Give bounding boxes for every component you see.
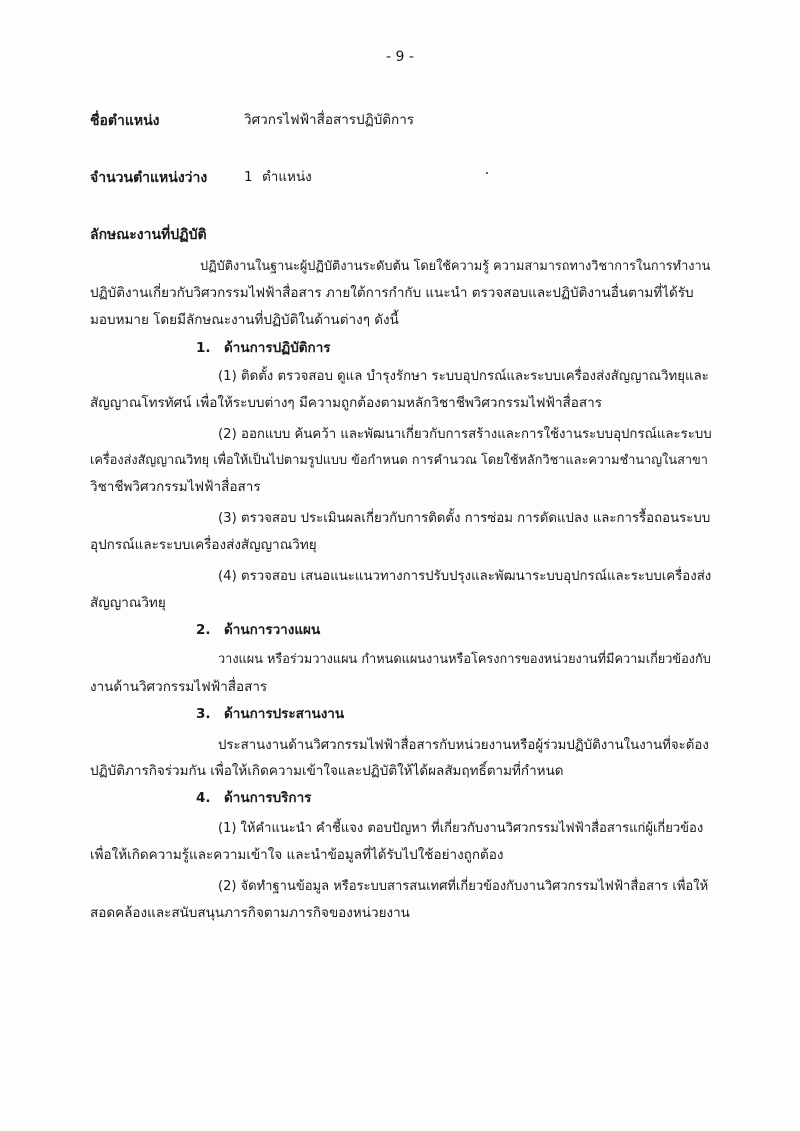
section-2-item-1-line-1: วางแผน หรือร่วมวางแผน กำหนดแผนงานหรือโครงการของหน่วยงานที่มีความเกี่ยวข้องกับ bbox=[218, 652, 711, 667]
section-3-item-1-line-1: ประสานงานด้านวิศวกรรมไฟฟ้าสื่อสารกับหน่วยงานหรือผู้ร่วมปฏิบัติงานในงานที่จะต้อง bbox=[218, 738, 709, 753]
section-4-title: ด้านการบริการ bbox=[224, 790, 312, 806]
section-3-number: 3. bbox=[196, 706, 211, 722]
section-1-title: ด้านการปฏิบัติการ bbox=[224, 340, 331, 356]
section-1-item-1-line-2: สัญญาณโทรทัศน์ เพื่อให้ระบบต่างๆ มีความถูกต้องตามหลักวิชาชีพวิศวกรรมไฟฟ้าสื่อสาร bbox=[90, 395, 602, 411]
section-1-item-4-line-2: สัญญาณวิทยุ bbox=[90, 595, 166, 611]
section-3-title: ด้านการประสานงาน bbox=[224, 706, 345, 722]
section-1-item-2-line-3: วิชาชีพวิศวกรรมไฟฟ้าสื่อสาร bbox=[90, 479, 261, 495]
vacancy-unit: ตำแหน่ง bbox=[262, 169, 312, 185]
page-number: - 9 - bbox=[386, 49, 414, 65]
vacancy-count: 1 bbox=[244, 169, 253, 185]
section-2-title: ด้านการวางแผน bbox=[224, 622, 321, 638]
section-2-number: 2. bbox=[196, 622, 211, 638]
speck-mark bbox=[486, 172, 488, 174]
intro-line-1: ปฏิบัติงานในฐานะผู้ปฏิบัติงานระดับต้น โดยใช้ความรู้ ความสามารถทางวิชาการในการทำงาน bbox=[200, 259, 711, 274]
section-1-item-2-line-1: (2) ออกแบบ ค้นคว้า และพัฒนาเกี่ยวกับการสร้างและการใช้งานระบบอุปกรณ์และระบบ bbox=[218, 427, 712, 442]
section-4-heading bbox=[196, 792, 311, 806]
vacancy-label: จำนวนตำแหน่งว่าง bbox=[90, 170, 208, 186]
section-4-number: 4. bbox=[196, 790, 211, 806]
section-4-item-1-line-2: เพื่อให้เกิดความรู้และความเข้าใจ และนำข้อมูลที่ได้รับไปใช้อย่างถูกต้อง bbox=[90, 847, 504, 863]
section-1-item-4-line-1: (4) ตรวจสอบ เสนอแนะแนวทางการปรับปรุงและพัฒนาระบบอุปกรณ์และระบบเครื่องส่ง bbox=[218, 569, 712, 584]
section-2-heading bbox=[196, 624, 320, 638]
section-1-heading bbox=[196, 342, 331, 356]
section-1-item-2-line-2: เครื่องส่งสัญญาณวิทยุ เพื่อให้เป็นไปตามรูปแบบ ข้อกำหนด การคำนวณ โดยใช้หลักวิชาและความชำนาญในสาขา bbox=[90, 453, 708, 468]
job-nature-heading: ลักษณะงานที่ปฏิบัติ bbox=[90, 227, 207, 243]
section-3-heading bbox=[196, 708, 344, 722]
intro-line-3: มอบหมาย โดยมีลักษณะงานที่ปฏิบัติในด้านต่างๆ ดังนี้ bbox=[90, 312, 399, 328]
section-2-item-1-line-2: งานด้านวิศวกรรมไฟฟ้าสื่อสาร bbox=[90, 679, 268, 695]
section-1-item-1-line-1: (1) ติดตั้ง ตรวจสอบ ดูแล บำรุงรักษา ระบบอุปกรณ์และระบบเครื่องส่งสัญญาณวิทยุและ bbox=[218, 369, 709, 384]
section-4-item-2-line-2: สอดคล้องและสนับสนุนภารกิจตามภารกิจของหน่วยงาน bbox=[90, 905, 410, 921]
section-3-item-1-line-2: ปฏิบัติภารกิจร่วมกัน เพื่อให้เกิดความเข้าใจและปฏิบัติให้ได้ผลสัมฤทธิ์ตามที่กำหนด bbox=[90, 763, 564, 779]
section-1-number: 1. bbox=[196, 340, 211, 356]
section-1-item-3-line-1: (3) ตรวจสอบ ประเมินผลเกี่ยวกับการติดตั้ง การซ่อม การดัดแปลง และการรื้อถอนระบบ bbox=[218, 511, 711, 526]
intro-line-2: ปฏิบัติงานเกี่ยวกับวิศวกรรมไฟฟ้าสื่อสาร ภายใต้การกำกับ แนะนำ ตรวจสอบและปฏิบัติงานอื่นตามที่ได้รับ bbox=[90, 285, 694, 301]
position-label: ชื่อตำแหน่ง bbox=[90, 113, 160, 129]
section-4-item-1-line-1: (1) ให้คำแนะนำ คำชี้แจง ตอบปัญหา ที่เกี่ยวกับงานวิศวกรรมไฟฟ้าสื่อสารแก่ผู้เกี่ยวข้อง bbox=[218, 821, 704, 836]
section-4-item-2-line-1: (2) จัดทำฐานข้อมูล หรือระบบสารสนเทศที่เกี่ยวข้องกับงานวิศวกรรมไฟฟ้าสื่อสาร เพื่อให้ bbox=[218, 879, 709, 894]
position-value: วิศวกรไฟฟ้าสื่อสารปฏิบัติการ bbox=[244, 112, 415, 128]
section-1-item-3-line-2: อุปกรณ์และระบบเครื่องส่งสัญญาณวิทยุ bbox=[90, 537, 317, 553]
